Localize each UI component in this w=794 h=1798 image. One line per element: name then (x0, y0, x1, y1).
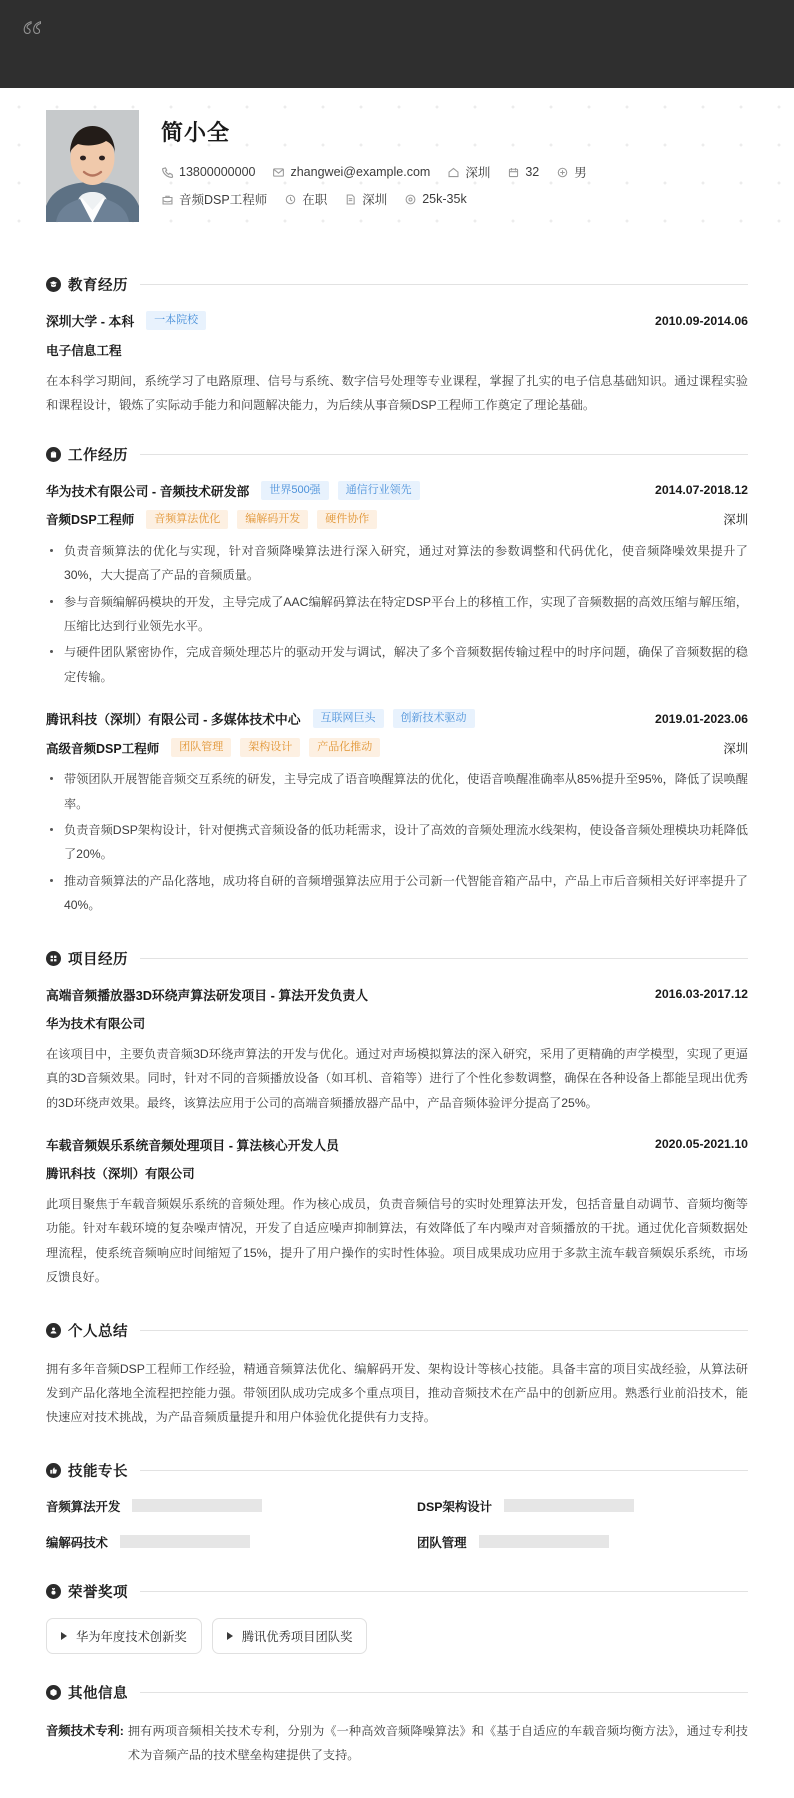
project-company: 华为技术有限公司 (46, 1016, 146, 1031)
section-header (46, 948, 748, 969)
skill-tag: 编解码开发 (237, 510, 308, 529)
project-entry (46, 985, 748, 1115)
meta-worklocation-text: 深圳 (362, 193, 388, 207)
education-date: 2010.09-2014.06 (655, 313, 748, 328)
quote-icon: “ (22, 11, 44, 62)
company-name: 华为技术有限公司 - 音频技术研发部 (46, 483, 250, 499)
project-description: 此项目聚焦于车载音频娱乐系统的音频处理。作为核心成员，负责音频信号的实时处理算法开发，包括音量自动调节、音频均衡等功能。针对车载环境的复杂噪声情况，开发了自适应噪声抑制算法，有效降低了车内噪声对音频播放的干扰。通过优化音频数据处理流程，使系统音频响应时间缩短了15%，提升了用户操作的实时性体验。项目成果成功应用于多款主流车载音频娱乐系统，市场反馈良好。 (46, 1196, 748, 1285)
summary-text: 拥有多年音频DSP工程师工作经验，精通音频算法优化、编解码开发、架构设计等核心技能。具备丰富的项目实战经验，从算法研发到产品化落地全流程把控能力强。带领团队成功完成多个重点项目，推动音频技术在产品中的创新应用。熟悉行业前沿技术，能快速应对技术挑战，为产品音频质量提升和用户体验优化提供有力支持。 (46, 1361, 748, 1425)
section-header (46, 1320, 748, 1341)
medal-icon (46, 1584, 61, 1599)
project-entry (46, 1135, 748, 1290)
divider (140, 1591, 748, 1592)
section-header (46, 444, 748, 465)
divider (140, 454, 748, 455)
company-tag: 世界500强 (261, 481, 328, 500)
school-tag: 一本院校 (146, 311, 206, 330)
graduation-cap-icon (46, 277, 61, 292)
play-triangle-icon (61, 1632, 67, 1640)
meta-salary-text: 25k-35k (422, 192, 467, 206)
project-name: 车载音频娱乐系统音频处理项目 - 算法核心开发人员 (46, 1137, 339, 1153)
work-location: 深圳 (723, 513, 748, 528)
page-title: 简小全 (161, 120, 231, 145)
section-summary (0, 1320, 794, 1430)
meta-age (507, 165, 539, 179)
meta-gender-text: 男 (574, 166, 587, 180)
meta-gender (556, 163, 587, 181)
briefcase-icon (161, 193, 174, 206)
skill-progress-track (479, 1535, 609, 1548)
work-date: 2019.01-2023.06 (655, 711, 748, 726)
entry-top-row (46, 311, 748, 330)
divider (140, 1470, 748, 1471)
entry-left (46, 481, 429, 500)
divider (140, 1330, 748, 1331)
company-tag: 通信行业领先 (338, 481, 420, 500)
award-item[interactable] (46, 1618, 202, 1654)
meta-home (447, 163, 490, 181)
meta-position-text: 音频DSP工程师 (179, 193, 268, 207)
project-grid-icon (46, 951, 61, 966)
divider (140, 1692, 748, 1693)
entry-top-row (46, 481, 748, 500)
meta-phone (161, 165, 255, 179)
mail-icon (272, 166, 285, 179)
entry-top-row (46, 1135, 748, 1154)
identity-block (161, 110, 604, 217)
gender-icon (556, 166, 569, 179)
divider (140, 284, 748, 285)
meta-position (161, 190, 267, 208)
education-entry (46, 311, 748, 418)
project-date: 2020.05-2021.10 (655, 1137, 748, 1152)
section-awards (0, 1581, 794, 1654)
meta-salary (404, 192, 466, 206)
skill-tag: 架构设计 (240, 738, 300, 757)
section-header (46, 274, 748, 295)
skill-progress-track (132, 1499, 262, 1512)
phone-icon (161, 166, 174, 179)
list-item: 负责音频算法的优化与实现，针对音频降噪算法进行深入研究，通过对算法的参数调整和代码优化，使音频降噪效果提升了30%，大大提高了产品的音频质量。 (46, 539, 748, 588)
skill-item (46, 1533, 377, 1551)
entry-role-row (46, 738, 748, 757)
skill-tag: 硬件协作 (317, 510, 377, 529)
job-title: 高级音频DSP工程师 (46, 741, 160, 756)
company-tag: 创新技术驱动 (393, 709, 475, 728)
bottom-spacer (0, 1768, 794, 1798)
skill-progress-track (120, 1535, 250, 1548)
avatar (46, 110, 139, 222)
status-icon (284, 193, 297, 206)
entry-left (46, 738, 389, 757)
project-description: 在该项目中，主要负责音频3D环绕声算法的开发与优化。通过对声场模拟算法的深入研究，采用了更精确的声学模型，实现了更逼真的3D音频效果。同时，针对不同的音频播放设备（如耳机、音箱等）进行了个性化参数调整，确保在各种设备上都能呈现出优秀的3D环绕声效果。最终，该算法应用于公司的高端音频播放器产品中，产品音频体验评分提高了25%。 (46, 1046, 748, 1110)
meta-phone-text: 13800000000 (179, 165, 256, 179)
skill-tag: 音频算法优化 (146, 510, 228, 529)
other-info-text: 拥有两项音频相关技术专利，分别为《一种高效音频降噪算法》和《基于自适应的车载音频均衡方法》，通过专利技术为音频产品的技术壁垒构建提供了支持。 (127, 1723, 748, 1763)
award-label: 腾讯优秀项目团队奖 (241, 1629, 353, 1644)
section-other (0, 1682, 794, 1768)
job-title: 音频DSP工程师 (46, 513, 135, 528)
salary-icon (404, 193, 417, 206)
other-info-item (46, 1719, 748, 1768)
meta-status-text: 在职 (302, 193, 328, 207)
section-header (46, 1682, 748, 1703)
entry-left (46, 311, 215, 330)
work-entry (46, 709, 748, 917)
portrait-photo-icon (46, 110, 139, 222)
education-description: 在本科学习期间，系统学习了电路原理、信号与系统、数字信号处理等专业课程，掌握了扎实的电子信息基础知识。通过课程实验和课程设计，锻炼了实际动手能力和问题解决能力，为后续从事音频DSP工程师工作奠定了理论基础。 (46, 374, 748, 413)
section-header (46, 1581, 748, 1602)
list-item: 负责音频DSP架构设计，针对便携式音频设备的低功耗需求，设计了高效的音频处理流水线架构，使设备音频处理模块功耗降低了20%。 (46, 818, 748, 867)
info-icon (46, 1685, 61, 1700)
home-icon (447, 166, 460, 179)
company-tag: 互联网巨头 (313, 709, 384, 728)
skills-grid (46, 1497, 748, 1551)
divider (140, 958, 748, 959)
award-item[interactable] (212, 1618, 368, 1654)
skill-label: 音频算法开发 (46, 1499, 121, 1514)
section-education (0, 274, 794, 418)
work-entry (46, 481, 748, 689)
skill-item (417, 1533, 748, 1551)
banner (0, 0, 794, 88)
section-title: 教育经历 (68, 278, 128, 294)
skill-tag: 产品化推动 (309, 738, 380, 757)
skill-label: 团队管理 (417, 1535, 467, 1550)
section-title: 其他信息 (68, 1685, 128, 1702)
list-item: 带领团队开展智能音频交互系统的研发，主导完成了语音唤醒算法的优化，使语音唤醒准确率从85%提升至95%，降低了误唤醒率。 (46, 767, 748, 816)
entry-left (46, 510, 386, 529)
section-title: 荣誉奖项 (68, 1584, 128, 1601)
work-bullets (46, 767, 748, 917)
list-item: 与硬件团队紧密协作，完成音频处理芯片的驱动开发与调试，解决了多个音频数据传输过程中的时序问题，确保了音频数据的稳定传输。 (46, 640, 748, 689)
entry-left (46, 709, 484, 728)
list-item: 推动音频算法的产品化落地，成功将自研的音频增强算法应用于公司新一代智能音箱产品中，产品上市后音频相关好评率提升了40%。 (46, 869, 748, 918)
work-date: 2014.07-2018.12 (655, 483, 748, 498)
meta-age-text: 32 (525, 165, 540, 179)
skill-label: 编解码技术 (46, 1535, 108, 1550)
skill-label: DSP架构设计 (417, 1499, 493, 1514)
section-title: 个人总结 (68, 1323, 128, 1340)
work-bullets (46, 539, 748, 689)
meta-email (272, 165, 430, 179)
meta-status (284, 190, 327, 208)
meta-row-job (161, 190, 604, 208)
person-icon (46, 1323, 61, 1338)
section-skills (0, 1460, 794, 1551)
project-date: 2016.03-2017.12 (655, 987, 748, 1002)
entry-top-row (46, 985, 748, 1004)
awards-list (46, 1618, 748, 1654)
play-triangle-icon (227, 1632, 233, 1640)
section-projects (0, 948, 794, 1290)
list-item: 参与音频编解码模块的开发，主导完成了AAC编解码算法在特定DSP平台上的移植工作，实现了音频数据的高效压缩与解压缩，压缩比达到行业领先水平。 (46, 590, 748, 639)
entry-top-row (46, 709, 748, 728)
skill-item (417, 1497, 748, 1515)
profile-header (0, 88, 794, 248)
skill-item (46, 1497, 377, 1515)
entry-role-row (46, 510, 748, 529)
section-title: 工作经历 (68, 447, 128, 464)
document-icon (344, 193, 357, 206)
other-info-label: 音频技术专利: (46, 1723, 124, 1738)
skill-progress-track (504, 1499, 634, 1512)
briefcase-round-icon (46, 447, 61, 462)
meta-worklocation (344, 190, 387, 208)
meta-row-contact (161, 163, 604, 181)
school-name: 深圳大学 - 本科 (46, 314, 135, 329)
work-location: 深圳 (723, 741, 748, 756)
section-title: 技能专长 (68, 1463, 128, 1480)
project-name: 高端音频播放器3D环绕声算法研发项目 - 算法开发负责人 (46, 987, 369, 1003)
section-title: 项目经历 (68, 951, 128, 968)
thumbs-up-icon (46, 1463, 61, 1478)
project-company: 腾讯科技（深圳）有限公司 (46, 1166, 195, 1181)
section-work (0, 444, 794, 918)
section-header (46, 1460, 748, 1481)
age-icon (507, 166, 520, 179)
meta-home-text: 深圳 (465, 166, 491, 180)
meta-email-text: zhangwei@example.com (290, 165, 431, 179)
award-label: 华为年度技术创新奖 (76, 1629, 187, 1644)
company-name: 腾讯科技（深圳）有限公司 - 多媒体技术中心 (46, 712, 301, 728)
skill-tag: 团队管理 (171, 738, 231, 757)
major-name: 电子信息工程 (46, 344, 122, 358)
